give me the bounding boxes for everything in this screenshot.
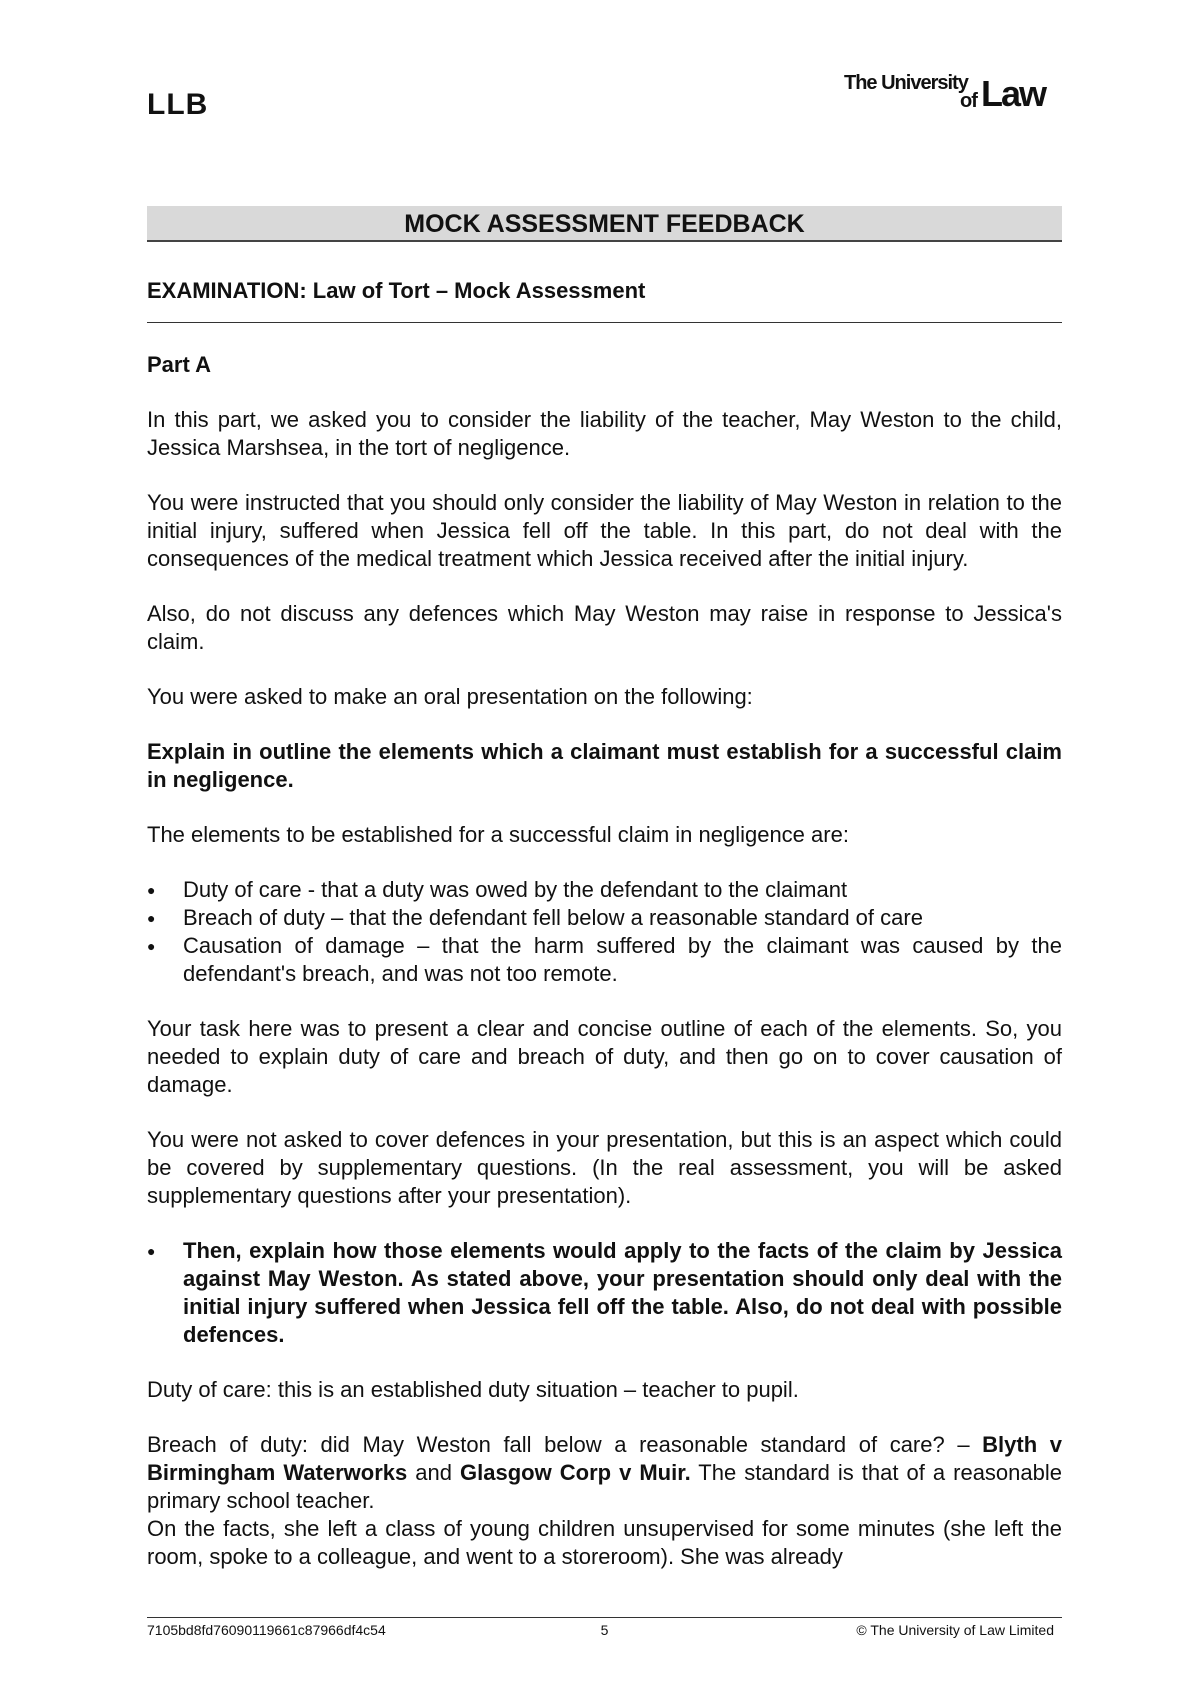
paragraph: In this part, we asked you to consider the liability of the teacher, May Weston to the child, Jessica Marshsea, in the tort of negligence. bbox=[147, 407, 1062, 460]
examination-title: EXAMINATION: Law of Tort – Mock Assessment bbox=[147, 278, 1062, 323]
elements-list bbox=[147, 876, 1062, 988]
list-item: ● Duty of care - that a duty was owed by the defendant to the claimant bbox=[147, 876, 1062, 904]
paragraph: You were instructed that you should only consider the liability of May Weston in relation to the initial injury, suffered when Jessica fell off the table. In this part, do not deal with the consequences of the medical treatment which Jessica received after the initial injury. bbox=[147, 490, 1062, 571]
case-name: Glasgow Corp v Muir. bbox=[460, 1460, 691, 1485]
document-title-banner: MOCK ASSESSMENT FEEDBACK bbox=[147, 206, 1062, 242]
paragraph: Also, do not discuss any defences which May Weston may raise in response to Jessica's claim. bbox=[147, 601, 1062, 654]
logo-text-line1: The University bbox=[844, 72, 968, 94]
logo-text-line3: Law bbox=[981, 73, 1046, 114]
page-header bbox=[147, 60, 1062, 140]
question-prompt: Explain in outline the elements which a claimant must establish for a successful claim in negligence. bbox=[147, 739, 1062, 792]
paragraph: Your task here was to present a clear and concise outline of each of the elements. So, you needed to explain duty of care and breach of duty, and then go on to cover causation of damage. bbox=[147, 1016, 1062, 1097]
logo-text-line2: of bbox=[960, 90, 977, 112]
copyright-notice: © The University of Law Limited bbox=[856, 1622, 1054, 1638]
course-label: LLB bbox=[147, 88, 209, 121]
list-item: ● Breach of duty – that the defendant fell below a reasonable standard of care bbox=[147, 904, 1062, 932]
paragraph: You were asked to make an oral presentation on the following: bbox=[147, 684, 753, 709]
paragraph: On the facts, she left a class of young children unsupervised for some minutes (she left the room, spoke to a colleague, and went to a storeroom). She was already bbox=[147, 1516, 1062, 1569]
part-heading: Part A bbox=[147, 352, 211, 377]
page-footer bbox=[147, 1617, 1062, 1640]
text-span: and bbox=[407, 1460, 461, 1485]
task-list bbox=[147, 1237, 1062, 1349]
document-body bbox=[147, 351, 1062, 1571]
text-span: Breach of duty: did May Weston fall below a reasonable standard of care? – bbox=[147, 1432, 983, 1457]
text-span: The standard is that of a reasonable primary school teacher. bbox=[147, 1460, 1062, 1513]
list-item: ● Causation of damage – that the harm suffered by the claimant was caused by the defendant's breach, and was not too remote. bbox=[147, 932, 1062, 988]
paragraph: The elements to be established for a successful claim in negligence are: bbox=[147, 822, 849, 847]
case-name: Blyth v Birmingham Waterworks bbox=[147, 1432, 1062, 1485]
document-page bbox=[147, 60, 1062, 1571]
paragraph: You were not asked to cover defences in your presentation, but this is an aspect which could be covered by supplementary questions. (In the real assessment, you will be asked supplementary questions after your presentation). bbox=[147, 1127, 1062, 1208]
paragraph-breach bbox=[147, 1431, 1062, 1515]
paragraph: Duty of care: this is an established duty situation – teacher to pupil. bbox=[147, 1377, 799, 1402]
list-item: ● Then, explain how those elements would apply to the facts of the claim by Jessica against May Weston. As stated above, your presentation should only deal with the initial injury suffered when Jessica fell off the table. Also, do not deal with possible defences. bbox=[147, 1237, 1062, 1349]
university-logo bbox=[844, 66, 1054, 116]
document-code: 7105bd8fd76090119661c87966df4c54 bbox=[147, 1622, 386, 1638]
page-number: 5 bbox=[600, 1622, 609, 1638]
